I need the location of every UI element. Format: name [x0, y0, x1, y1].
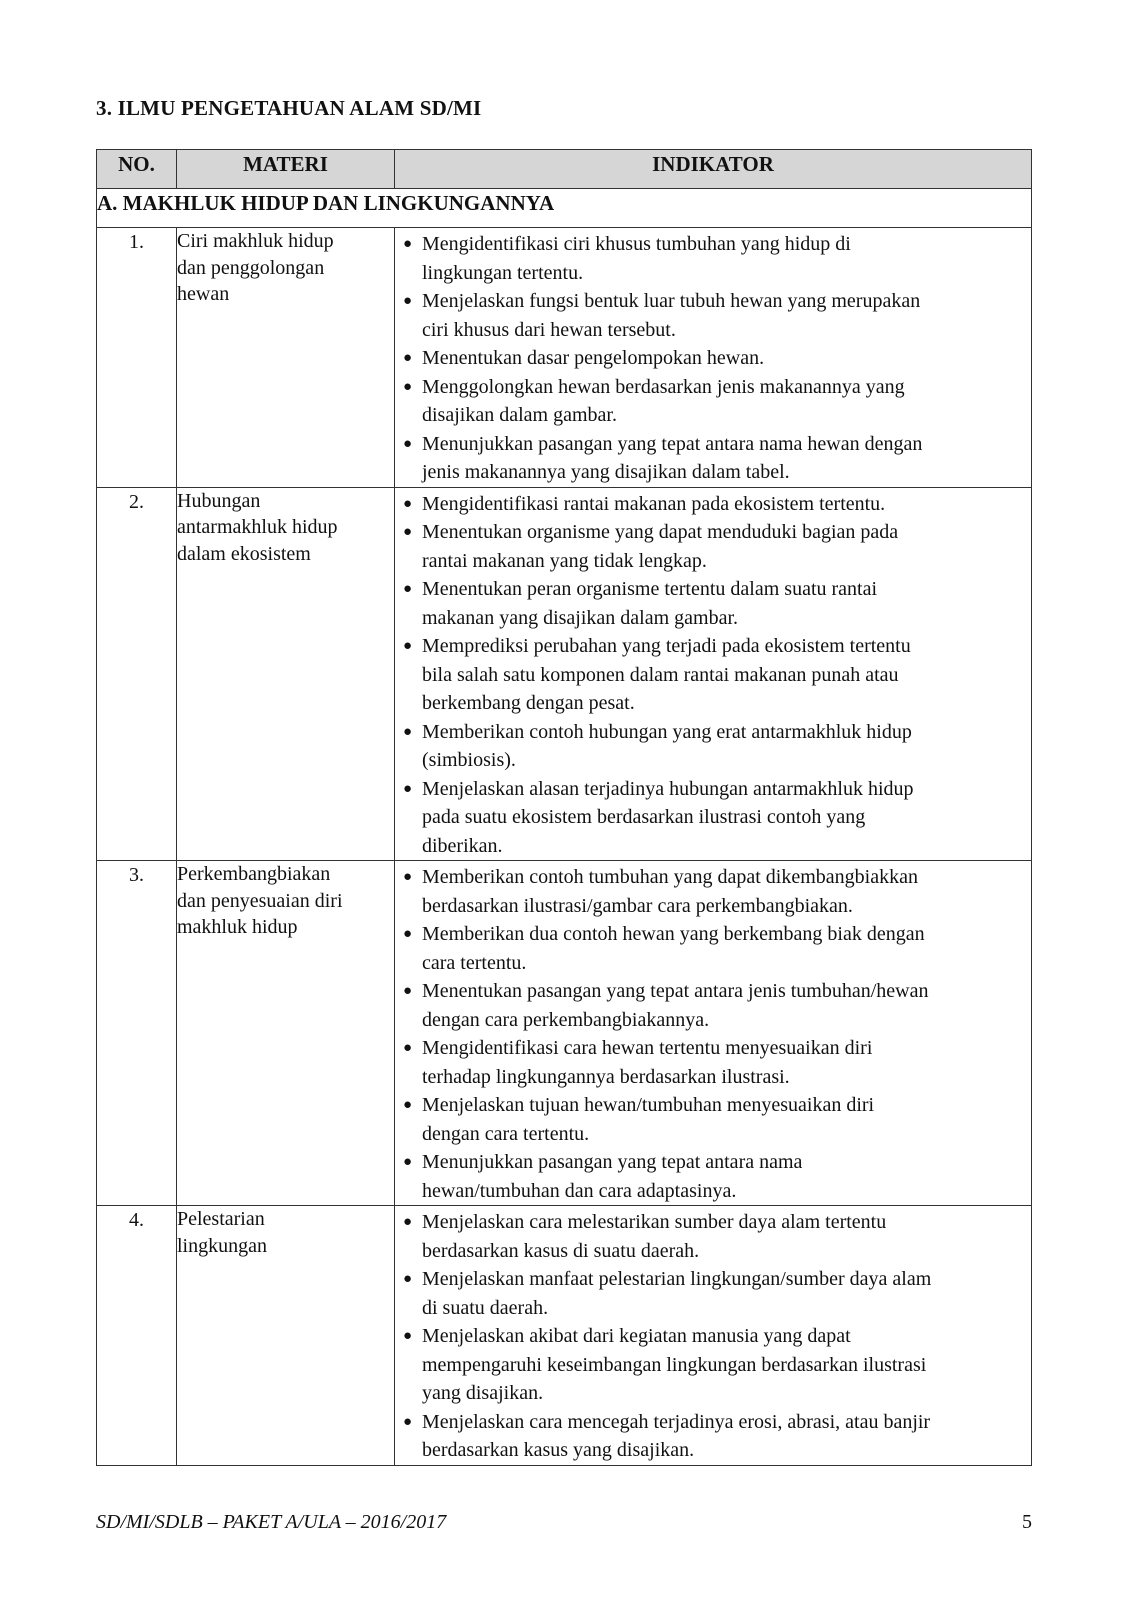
- indikator-line: Memberikan contoh hubungan yang erat antarmakhluk hidup: [422, 720, 912, 743]
- bullet-icon: ●: [403, 350, 413, 366]
- indikator-line: Memberikan contoh tumbuhan yang dapat dikembangbiakkan: [422, 866, 918, 888]
- indikator-line: Menjelaskan tujuan hewan/tumbuhan menyesuaikan diri: [422, 1094, 875, 1116]
- indikator-cell: [395, 487, 1032, 861]
- indikator-line: hewan/tumbuhan dan cara adaptasinya.: [422, 1179, 737, 1202]
- section-title: A. MAKHLUK HIDUP DAN LINGKUNGANNYA: [97, 189, 1032, 228]
- indikator-cell: [395, 1206, 1032, 1466]
- bullet-icon: ●: [403, 293, 413, 309]
- materi-line: Ciri makhluk hidup: [177, 230, 334, 252]
- indikator-line: lingkungan tertentu.: [422, 261, 584, 284]
- indikator-line: mempengaruhi keseimbangan lingkungan berdasarkan ilustrasi: [422, 1353, 927, 1376]
- indikator-item: [395, 518, 1023, 575]
- indikator-line: di suatu daerah.: [422, 1296, 549, 1319]
- indikator-line: Memberikan dua contoh hewan yang berkembang biak dengan: [422, 923, 925, 945]
- bullet-icon: ●: [403, 1328, 413, 1344]
- header-indikator: INDIKATOR: [395, 150, 1032, 189]
- indikator-item: [395, 1091, 1023, 1148]
- table-row: [97, 487, 1032, 861]
- table-row: [97, 861, 1032, 1206]
- indikator-item: [395, 344, 1023, 373]
- indikator-item: [395, 1322, 1023, 1408]
- table-body: [97, 189, 1032, 1466]
- bullet-icon: ●: [403, 1040, 413, 1056]
- materi-cell: [177, 861, 395, 1206]
- kisi-kisi-table: [96, 149, 1032, 1466]
- indikator-line: berdasarkan kasus yang disajikan.: [422, 1439, 695, 1461]
- indikator-line: bila salah satu komponen dalam rantai makanan punah atau: [422, 663, 899, 686]
- bullet-icon: ●: [403, 983, 413, 999]
- indikator-item: [395, 1408, 1023, 1465]
- bullet-icon: ●: [403, 638, 413, 654]
- materi-line: antarmakhluk hidup: [177, 516, 338, 538]
- bullet-icon: ●: [403, 869, 413, 885]
- indikator-line: yang disajikan.: [422, 1382, 544, 1404]
- indikator-item: [395, 920, 1023, 977]
- row-number: 2.: [97, 487, 177, 861]
- indikator-list: [395, 488, 1031, 861]
- materi-line: dan penggolongan: [177, 256, 325, 279]
- page-number: 5: [1022, 1511, 1032, 1533]
- indikator-item: [395, 1265, 1023, 1322]
- indikator-line: Menjelaskan cara melestarikan sumber daya alam tertentu: [422, 1211, 887, 1233]
- indikator-list: [395, 861, 1031, 1205]
- indikator-line: dengan cara perkembangbiakannya.: [422, 1008, 710, 1031]
- indikator-line: Menentukan peran organisme tertentu dalam suatu rantai: [422, 578, 878, 600]
- indikator-line: ciri khusus dari hewan tersebut.: [422, 318, 676, 341]
- indikator-line: Menentukan dasar pengelompokan hewan.: [422, 347, 765, 369]
- indikator-item: [395, 373, 1023, 430]
- indikator-item: [395, 718, 1023, 775]
- bullet-icon: ●: [403, 723, 413, 740]
- page-title: 3. ILMU PENGETAHUAN ALAM SD/MI: [96, 96, 482, 120]
- bullet-icon: ●: [403, 378, 413, 395]
- bullet-icon: ●: [403, 1413, 413, 1430]
- bullet-icon: ●: [403, 780, 413, 797]
- bullet-icon: ●: [403, 1154, 413, 1170]
- indikator-line: disajikan dalam gambar.: [422, 404, 617, 426]
- bullet-icon: ●: [403, 1271, 413, 1287]
- header-materi: MATERI: [177, 150, 395, 189]
- indikator-item: [395, 287, 1023, 344]
- bullet-icon: ●: [403, 581, 413, 597]
- materi-line: Hubungan: [177, 489, 261, 512]
- table-header-row: [97, 150, 1032, 189]
- indikator-line: (simbiosis).: [422, 749, 516, 771]
- indikator-item: [395, 490, 1023, 519]
- indikator-item: [395, 1034, 1023, 1091]
- bullet-icon: ●: [403, 1214, 413, 1230]
- indikator-line: berdasarkan ilustrasi/gambar cara perkembangbiakan.: [422, 894, 853, 917]
- indikator-list: [395, 1206, 1031, 1465]
- indikator-line: Menunjukkan pasangan yang tepat antara nama: [422, 1151, 803, 1173]
- table-row: [97, 1206, 1032, 1466]
- materi-cell: [177, 487, 395, 861]
- indikator-line: dengan cara tertentu.: [422, 1122, 590, 1145]
- row-number: 1.: [97, 228, 177, 488]
- materi-line: dalam ekosistem: [177, 542, 311, 565]
- indikator-cell: [395, 228, 1032, 488]
- indikator-line: terhadap lingkungannya berdasarkan ilustrasi.: [422, 1065, 790, 1088]
- indikator-line: berkembang dengan pesat.: [422, 692, 635, 714]
- indikator-item: [395, 430, 1023, 487]
- indikator-line: Menjelaskan akibat dari kegiatan manusia yang dapat: [422, 1325, 851, 1347]
- indikator-item: [395, 1208, 1023, 1265]
- indikator-line: Menjelaskan fungsi bentuk luar tubuh hewan yang merupakan: [422, 290, 921, 312]
- indikator-item: [395, 575, 1023, 632]
- materi-line: makhluk hidup: [177, 916, 298, 938]
- indikator-line: Mengidentifikasi ciri khusus tumbuhan yang hidup di: [422, 233, 851, 255]
- indikator-line: jenis makanannya yang disajikan dalam tabel.: [422, 461, 790, 483]
- materi-cell: [177, 1206, 395, 1466]
- materi-line: dan penyesuaian diri: [177, 889, 343, 912]
- materi-line: Pelestarian: [177, 1208, 265, 1230]
- materi-line: Perkembangbiakan: [177, 863, 331, 885]
- materi-line: hewan: [177, 283, 230, 305]
- bullet-icon: ●: [403, 236, 413, 252]
- indikator-item: [395, 977, 1023, 1034]
- bullet-icon: ●: [403, 524, 413, 540]
- indikator-list: [395, 228, 1031, 487]
- indikator-line: makanan yang disajikan dalam gambar.: [422, 606, 739, 629]
- materi-line: lingkungan: [177, 1234, 267, 1257]
- bullet-icon: ●: [403, 495, 413, 512]
- indikator-line: Menjelaskan alasan terjadinya hubungan antarmakhluk hidup: [422, 777, 914, 800]
- indikator-item: [395, 632, 1023, 718]
- row-number: 3.: [97, 861, 177, 1206]
- indikator-cell: [395, 861, 1032, 1206]
- indikator-line: Menggolongkan hewan berdasarkan jenis makanannya yang: [422, 375, 905, 398]
- indikator-line: cara tertentu.: [422, 951, 527, 974]
- indikator-item: [395, 863, 1023, 920]
- indikator-item: [395, 1148, 1023, 1205]
- indikator-line: Menjelaskan cara mencegah terjadinya erosi, abrasi, atau banjir: [422, 1410, 931, 1433]
- row-number: 4.: [97, 1206, 177, 1466]
- bullet-icon: ●: [403, 435, 413, 452]
- bullet-icon: ●: [403, 1097, 413, 1113]
- bullet-icon: ●: [403, 926, 413, 942]
- section-row: [97, 189, 1032, 228]
- materi-cell: [177, 228, 395, 488]
- indikator-line: Mengidentifikasi rantai makanan pada ekosistem tertentu.: [422, 492, 886, 515]
- footer-label: SD/MI/SDLB – PAKET A/ULA – 2016/2017: [96, 1511, 447, 1533]
- indikator-line: Menjelaskan manfaat pelestarian lingkungan/sumber daya alam: [422, 1268, 932, 1290]
- indikator-line: berdasarkan kasus di suatu daerah.: [422, 1239, 700, 1262]
- indikator-line: Menentukan organisme yang dapat menduduki bagian pada: [422, 521, 899, 543]
- header-no: NO.: [97, 150, 177, 189]
- indikator-line: Menentukan pasangan yang tepat antara jenis tumbuhan/hewan: [422, 980, 929, 1002]
- table-row: [97, 228, 1032, 488]
- indikator-line: Mengidentifikasi cara hewan tertentu menyesuaikan diri: [422, 1037, 873, 1059]
- indikator-line: diberikan.: [422, 834, 503, 857]
- indikator-line: rantai makanan yang tidak lengkap.: [422, 549, 707, 572]
- indikator-line: Menunjukkan pasangan yang tepat antara nama hewan dengan: [422, 432, 923, 455]
- indikator-item: [395, 775, 1023, 861]
- indikator-line: pada suatu ekosistem berdasarkan ilustrasi contoh yang: [422, 806, 866, 828]
- indikator-line: Memprediksi perubahan yang terjadi pada ekosistem tertentu: [422, 635, 911, 657]
- indikator-item: [395, 230, 1023, 287]
